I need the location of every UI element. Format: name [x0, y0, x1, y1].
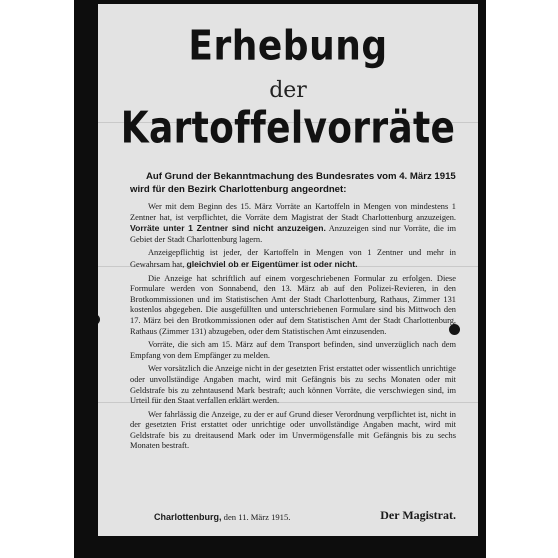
paragraph-text: Wer mit dem Beginn des 15. März Vorräte an Kartoffeln in Mengen von mindestens 1 Zentner hat, ist verpflichtet, die Vorräte dem Magistrat der Stadt Charlottenburg anzuzeigen.: [130, 202, 456, 222]
poster-title: Erhebung: [188, 22, 388, 71]
pin-hole: [98, 314, 100, 325]
poster: [98, 4, 478, 536]
paragraph-text: Anzeigepflichtig ist jeder, der Kartoffeln in Mengen von 1 Zentner und mehr in Gewahrsam hat,: [130, 248, 456, 269]
poster-intro: Auf Grund der Bekanntmachung des Bundesrates vom 4. März 1915 wird für den Bezirk Charlottenburg angeordnet:: [130, 171, 456, 195]
signature: Der Magistrat.: [380, 508, 456, 522]
paragraph-who-reports: [130, 248, 456, 270]
emphasis-text: gleichviel ob er Eigentümer ist oder nicht.: [186, 258, 358, 269]
paragraph-penalty-negligence: Wer fahrlässig die Anzeige, zu der er auf Grund dieser Verordnung verpflichtet ist, nicht in der gesetzten Frist erstattet oder unrichtige oder unvollständige Angaben macht, wird mit Geldstrafe bis zu dreitausend Mark oder im Unvermögensfalle mit Gefängnis bis zu sechs Monaten bestraft.: [130, 409, 456, 451]
poster-body: [130, 202, 456, 455]
paragraph-text: Anzuzeigen sind nur Vorräte, die im Gebiet der Stadt Charlottenburg lagern.: [130, 224, 456, 244]
paragraph-forms: Die Anzeige hat schriftlich auf einem vorgeschriebenen Formular zu erfolgen. Diese Formulare werden von Sonnabend, den 13. März ab auf den Polizei-Revieren, in den Brotkommissionen und im Statistischen Amt der Stadt Charlottenburg, Rathaus, Zimmer 131 kostenlos abgegeben. Die ausgefüllten und unterschriebenen Formulare sind bis Mittwoch den 17. März bei den Brotkommissionen oder auf dem Statistischen Amt der Stadt Charlottenburg, Rathaus (Zimmer 131) abzugeben, oder dem Statistischen Amt einzusenden.: [130, 273, 456, 336]
signature-row: [130, 508, 460, 528]
paragraph-transport: Vorräte, die sich am 15. März auf dem Transport befinden, sind unverzüglich nach dem Empfang von dem Empfänger zu melden.: [130, 340, 456, 360]
emphasis-text: Vorräte unter 1 Zentner sind nicht anzuzeigen.: [130, 223, 326, 234]
paragraph-penalty-intent: Wer vorsätzlich die Anzeige nicht in der gesetzten Frist erstattet oder wissentlich unrichtige oder unvollständige Angaben macht, wird mit Gefängnis bis zu sechs Monaten oder mit Geldstrafe bis zu zehntausend Mark bestraft; auch können Vorräte, die verschwiegen sind, im Urteil für den Staat verfallen erklärt werden.: [130, 364, 456, 406]
poster-subject: Kartoffelvorräte: [120, 103, 456, 154]
paragraph-reporting-duty: [130, 202, 456, 245]
place: Charlottenburg,: [154, 512, 222, 522]
poster-title-connector: der: [269, 78, 307, 103]
date: den 11. März 1915.: [223, 512, 291, 522]
place-and-date: [154, 512, 290, 522]
